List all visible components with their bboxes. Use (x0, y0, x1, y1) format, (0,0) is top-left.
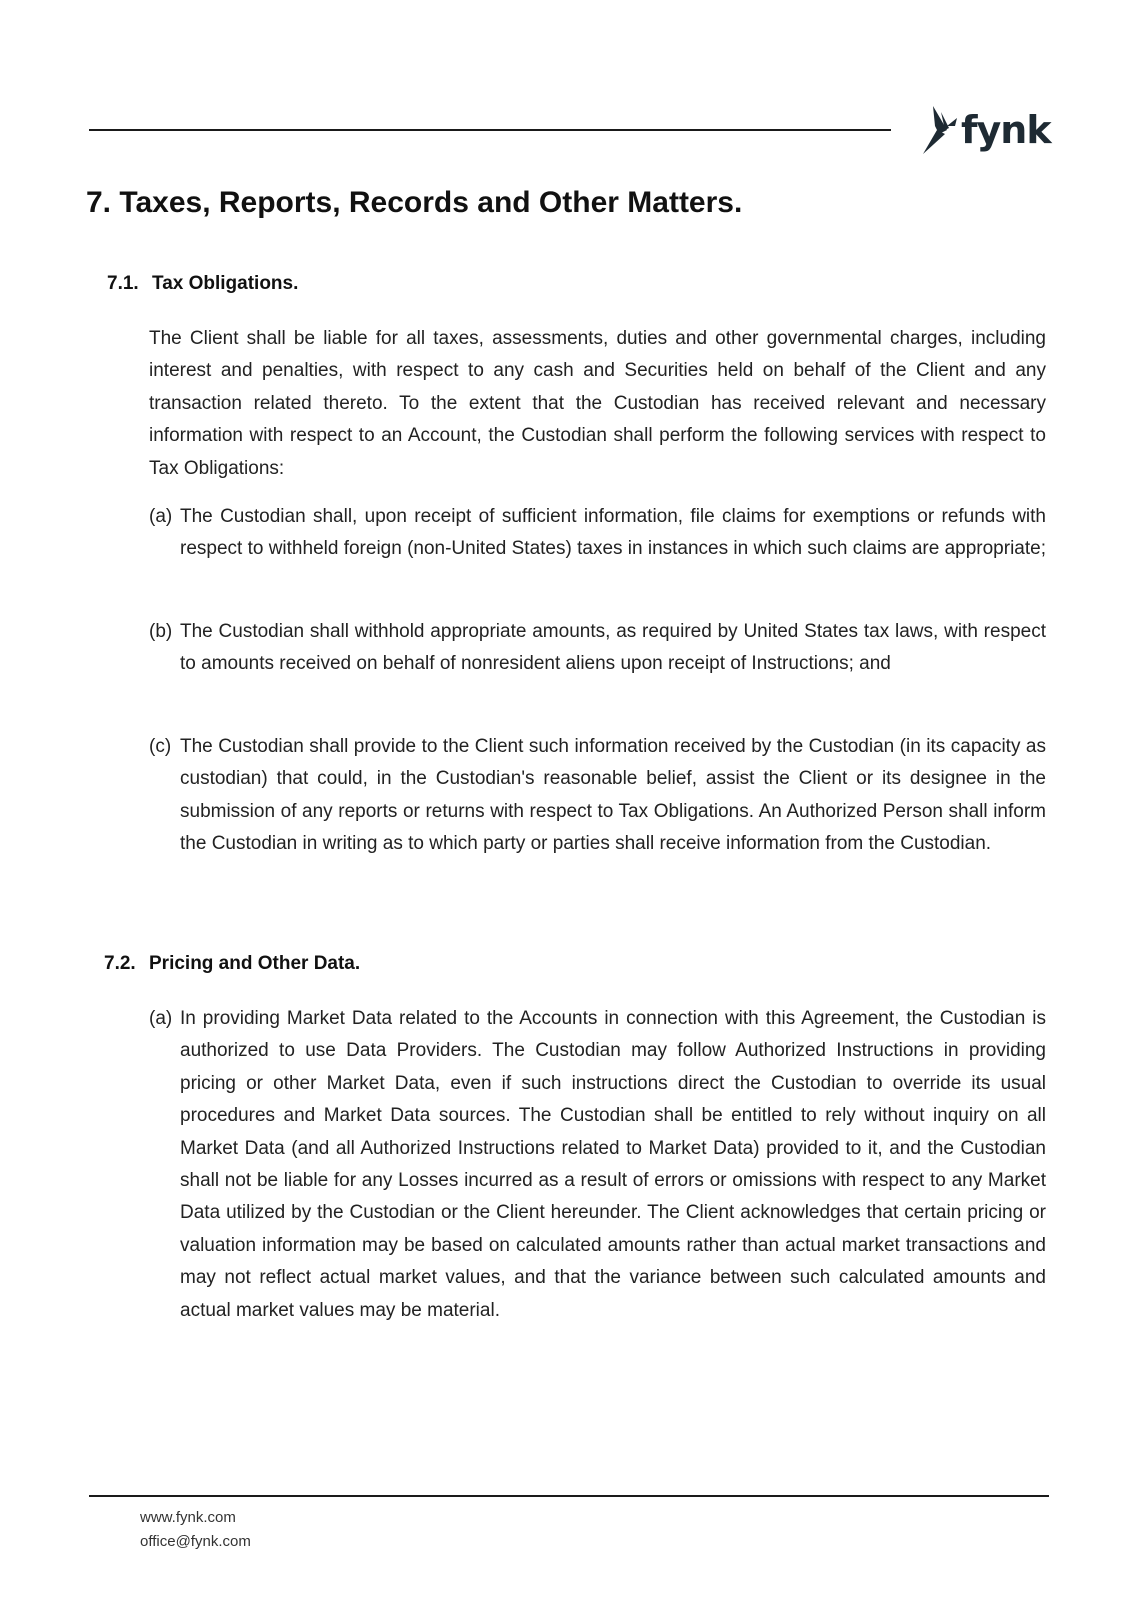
subsection-title: Tax Obligations. (152, 273, 299, 294)
tax-obligations-intro: The Client shall be liable for all taxes, assessments, duties and other governmental charges, including interest and penalties, with respect to any cash and Securities held on behalf of the Client and any transaction related thereto. To the extent that the Custodian has received relevant and necessary information with respect to an Account, the Custodian shall perform the following services with respect to Tax Obligations: (149, 328, 1046, 479)
subsection-heading-tax-obligations (107, 271, 298, 297)
subsection-title: Pricing and Other Data. (149, 953, 361, 974)
list-item-text: The Custodian shall, upon receipt of sufficient information, file claims for exemptions or refunds with respect to withheld foreign (non-United States) taxes in instances in which such claims are appropriate; (180, 506, 1046, 560)
section-title: 7. Taxes, Reports, Records and Other Matters. (86, 186, 743, 219)
list-item-text: In providing Market Data related to the Accounts in connection with this Agreement, the Custodian is authorized to use Data Providers. The Custodian may follow Authorized Instructions in providing pricing or other Market Data, even if such instructions direct the Custodian to override its usual procedures and Market Data sources. The Custodian shall be entitled to rely without inquiry on all Market Data (and all Authorized Instructions related to Market Data) provided to it, and the Custodian shall not be liable for any Losses incurred as a result of errors or omissions with respect to any Market Data utilized by the Custodian or the Client hereunder. The Client acknowledges that certain pricing or valuation information may be based on calculated amounts rather than actual market transactions and may not reflect actual market values, and that the variance between such calculated amounts and actual market values may be material. (180, 1008, 1046, 1321)
subsection-number: 7.1. (107, 273, 139, 294)
list-item-label: (a) (149, 1008, 173, 1029)
subsection-heading-pricing (104, 951, 360, 977)
list-item-text: The Custodian shall withhold appropriate amounts, as required by United States tax laws, with respect to amounts received on behalf of nonresident aliens upon receipt of Instructions; and (180, 621, 1046, 675)
subsection-number: 7.2. (104, 953, 136, 974)
brand-logo (919, 104, 1049, 160)
list-item (149, 616, 1046, 681)
footer-divider (89, 1495, 1049, 1497)
list-item-label: (c) (149, 736, 172, 757)
list-item-label: (b) (149, 621, 173, 642)
footer-email: office@fynk.com (140, 1533, 251, 1550)
list-item (149, 1003, 1046, 1327)
header-divider (89, 129, 891, 131)
fynk-bird-icon (919, 104, 963, 156)
list-item (149, 731, 1046, 861)
list-item-label: (a) (149, 506, 173, 527)
footer-website: www.fynk.com (140, 1509, 236, 1526)
list-item (149, 501, 1046, 566)
list-item-text: The Custodian shall provide to the Client such information received by the Custodian (in its capacity as custodian) that could, in the Custodian's reasonable belief, assist the Client or its designee in the submission of any reports or returns with respect to Tax Obligations. An Authorized Person shall inform the Custodian in writing as to which party or parties shall receive information from the Custodian. (180, 736, 1046, 855)
brand-name: fynk (961, 108, 1051, 152)
